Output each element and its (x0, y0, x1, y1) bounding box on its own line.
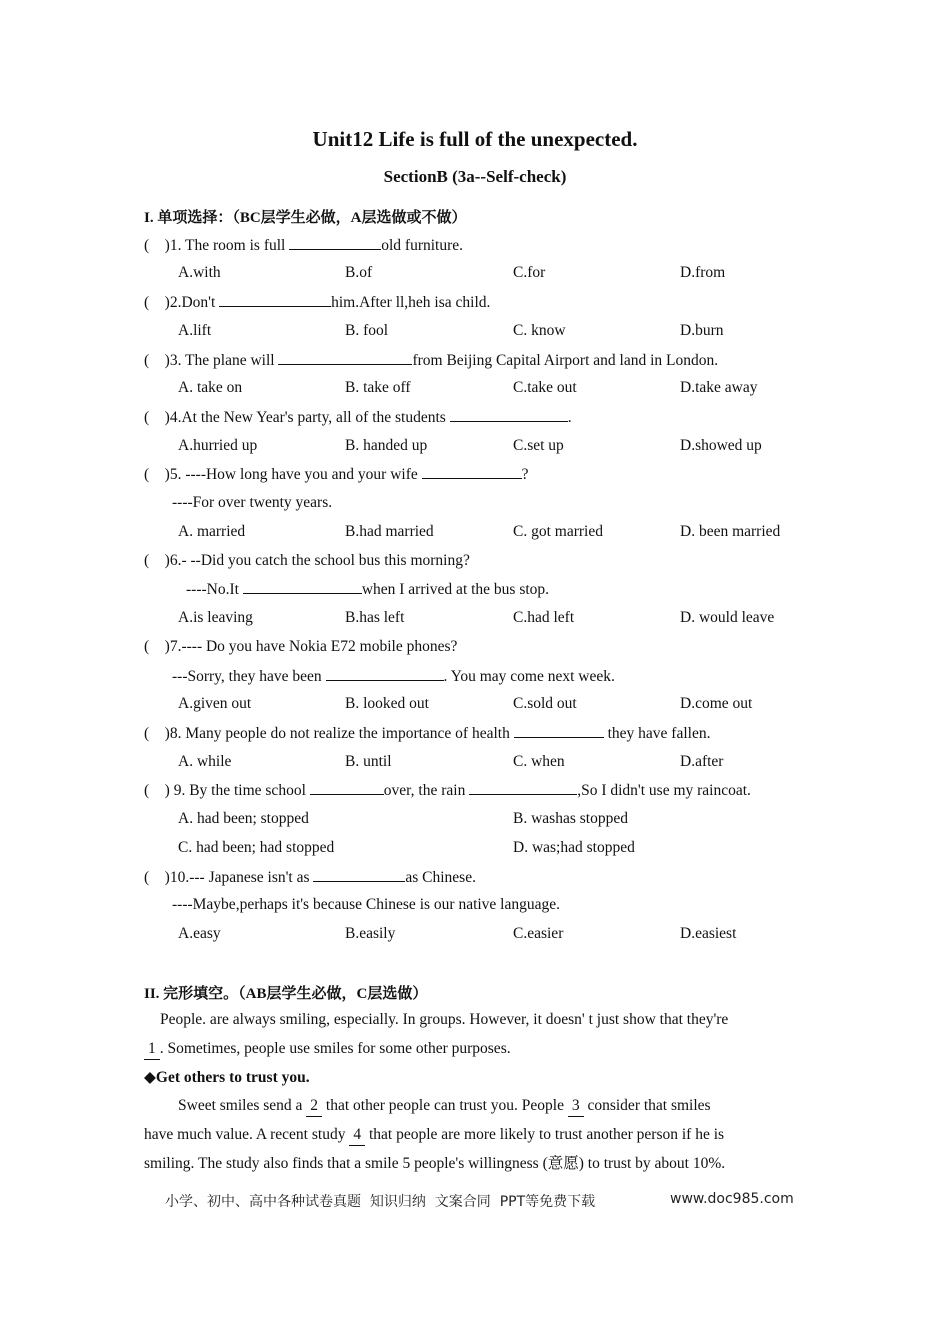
question-10: ( )10.--- Japanese isn't as as Chinese. (144, 869, 476, 886)
option-6b[interactable]: B.has left (345, 609, 405, 626)
cloze-blank-1[interactable]: 1 (144, 1039, 160, 1060)
question-10-answer-line: ----Maybe,perhaps it's because Chinese is our native language. (172, 896, 561, 913)
option-10c[interactable]: C.easier (513, 925, 564, 942)
option-9b[interactable]: B. washas stopped (513, 810, 628, 827)
cloze-blank-3[interactable]: 3 (568, 1096, 584, 1117)
cloze-blank-2[interactable]: 2 (306, 1096, 322, 1117)
option-4d[interactable]: D.showed up (680, 437, 762, 454)
page-title: Unit12 Life is full of the unexpected. (312, 127, 638, 151)
option-5b[interactable]: B.had married (345, 523, 434, 540)
option-7d[interactable]: D.come out (680, 695, 753, 712)
option-3a[interactable]: A. take on (178, 379, 243, 396)
question-5: ( )5. ----How long have you and your wife ? (144, 466, 529, 483)
question-2: ( )2.Don't him.After ll,heh isa child. (144, 294, 491, 311)
section1-heading: I. 单项选择：（BC层学生必做，A层选做或不做） (144, 210, 467, 226)
footer-text: 小学、初中、高中各种试卷真题 知识归纳 文案合同 PPT等免费下载 (165, 1194, 596, 1210)
cloze-subheading: ◆Get others to trust you. (144, 1069, 310, 1086)
option-3c[interactable]: C.take out (513, 379, 577, 396)
option-6a[interactable]: A.is leaving (178, 609, 253, 626)
question-5-answer-line: ----For over twenty years. (172, 494, 333, 511)
option-5d[interactable]: D. been married (680, 523, 781, 540)
question-8: ( )8. Many people do not realize the importance of health they have fallen. (144, 725, 711, 742)
cloze-paragraph-1a: People. are always smiling, especially. In groups. However, it doesn' t just show that they're (160, 1011, 729, 1028)
option-5a[interactable]: A. married (178, 523, 246, 540)
cloze-paragraph-2a: Sweet smiles send a 2 that other people can trust you. People 3 consider that smiles (178, 1096, 711, 1117)
option-7a[interactable]: A.given out (178, 695, 252, 712)
option-5c[interactable]: C. got married (513, 523, 603, 540)
option-6d[interactable]: D. would leave (680, 609, 775, 626)
option-8a[interactable]: A. while (178, 753, 232, 770)
cloze-paragraph-1b: 1 . Sometimes, people use smiles for some other purposes. (144, 1039, 511, 1060)
question-6: ( )6.- --Did you catch the school bus this morning? (144, 552, 470, 569)
option-4b[interactable]: B. handed up (345, 437, 428, 454)
option-9d[interactable]: D. was;had stopped (513, 839, 635, 856)
option-2a[interactable]: A.lift (178, 322, 212, 339)
option-1b[interactable]: B.of (345, 264, 373, 281)
option-7b[interactable]: B. looked out (345, 695, 429, 712)
cloze-blank-4[interactable]: 4 (349, 1125, 365, 1146)
option-9c[interactable]: C. had been; had stopped (178, 839, 335, 856)
question-4: ( )4.At the New Year's party, all of the students . (144, 409, 572, 426)
page-subtitle: SectionB (3a--Self-check) (383, 167, 567, 186)
option-1a[interactable]: A.with (178, 264, 221, 281)
option-1d[interactable]: D.from (680, 264, 726, 281)
option-1c[interactable]: C.for (513, 264, 546, 281)
option-3d[interactable]: D.take away (680, 379, 758, 396)
question-6-answer-line: ----No.It when I arrived at the bus stop. (186, 581, 550, 598)
option-3b[interactable]: B. take off (345, 379, 411, 396)
option-10a[interactable]: A.easy (178, 925, 221, 942)
cloze-paragraph-2c: smiling. The study also finds that a smile 5 people's willingness (意愿) to trust by about 10%. (144, 1155, 726, 1172)
question-7-answer-line: ---Sorry, they have been . You may come next week. (172, 668, 615, 685)
option-10d[interactable]: D.easiest (680, 925, 737, 942)
option-10b[interactable]: B.easily (345, 925, 396, 942)
option-7c[interactable]: C.sold out (513, 695, 577, 712)
option-2c[interactable]: C. know (513, 322, 566, 339)
question-7: ( )7.---- Do you have Nokia E72 mobile phones? (144, 638, 458, 655)
option-9a[interactable]: A. had been; stopped (178, 810, 309, 827)
option-2d[interactable]: D.burn (680, 322, 724, 339)
cloze-paragraph-2b: have much value. A recent study 4 that people are more likely to trust another person if he is (144, 1125, 724, 1146)
section2-heading: II. 完形填空。（AB层学生必做，C层选做） (144, 986, 428, 1002)
question-1: ( )1. The room is full old furniture. (144, 237, 464, 254)
option-4c[interactable]: C.set up (513, 437, 564, 454)
option-6c[interactable]: C.had left (513, 609, 575, 626)
question-9: ( ) 9. By the time school over, the rain ,So I didn't use my raincoat. (144, 782, 751, 799)
option-8c[interactable]: C. when (513, 753, 565, 770)
question-3: ( )3. The plane will from Beijing Capital Airport and land in London. (144, 352, 719, 369)
option-2b[interactable]: B. fool (345, 322, 389, 339)
option-8b[interactable]: B. until (345, 753, 392, 770)
option-4a[interactable]: A.hurried up (178, 437, 258, 454)
option-8d[interactable]: D.after (680, 753, 724, 770)
footer-url[interactable]: www.doc985.com (670, 1191, 794, 1207)
